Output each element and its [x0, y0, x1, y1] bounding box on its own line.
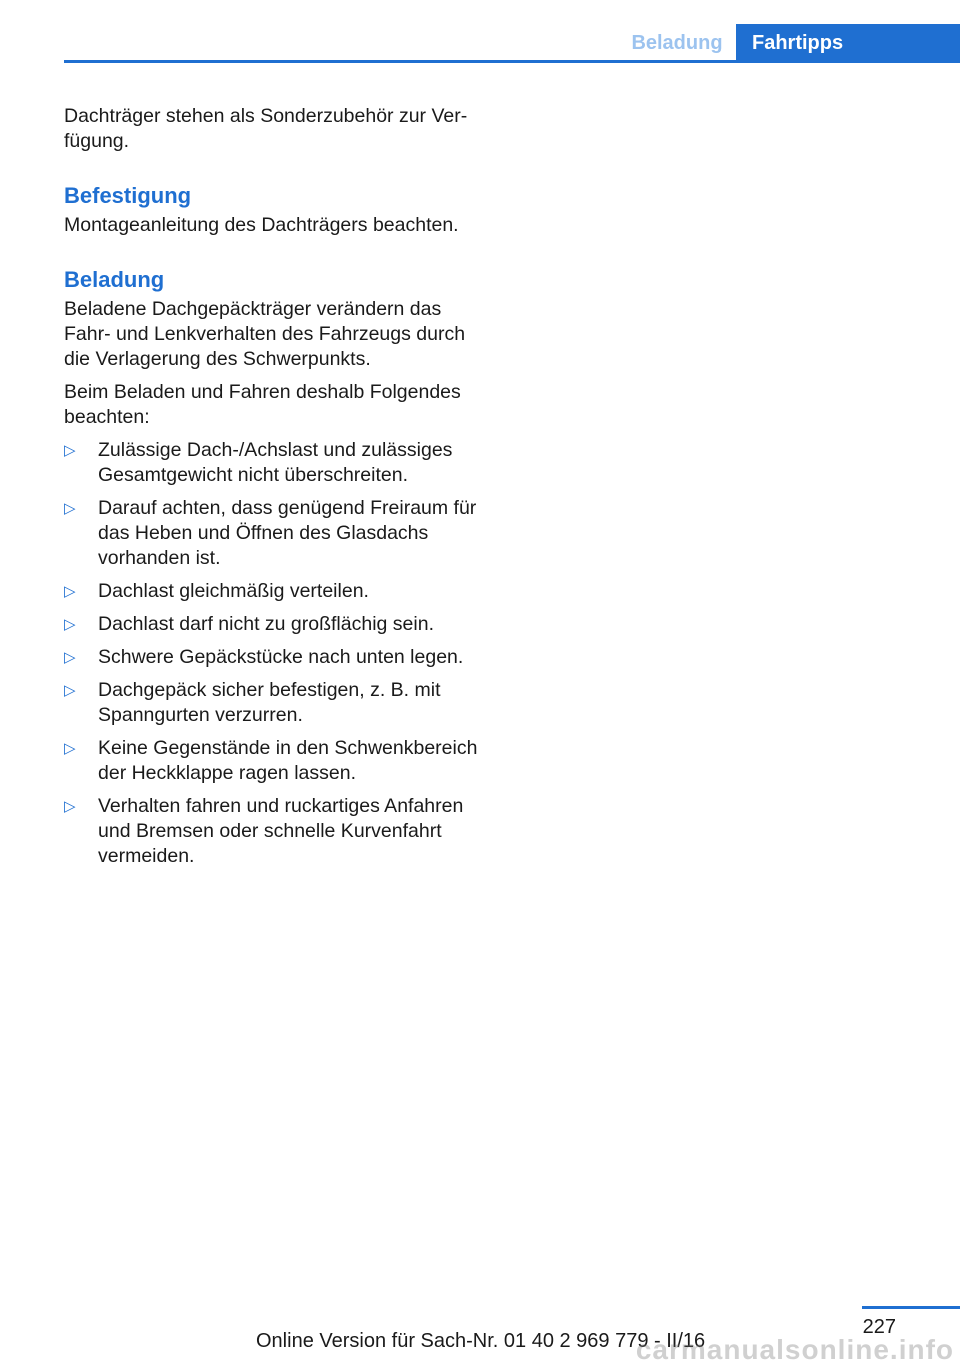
list-item-text: Dachgepäck sicher befestigen, z. B. mit Spanngurten verzurren.	[98, 679, 441, 726]
list-item-text: Dachlast darf nicht zu großflächig sein.	[98, 613, 434, 635]
list-item	[64, 794, 480, 869]
footer-version-text: Online Version für Sach-Nr. 01 40 2 969 779 - II/16	[256, 1330, 706, 1352]
header-section-label: Beladung	[631, 32, 723, 54]
list-item	[64, 438, 480, 488]
page-number: 227	[862, 1316, 896, 1338]
list-item-text: Zulässige Dach-/Achslast und zulässiges Gesamtgewicht nicht überschreiten.	[98, 439, 453, 486]
beladung-paragraph: Beladene Dachgepäckträger verändern das Fahr- und Lenkverhalten des Fahrzeugs durch die Verlagerung des Schwerpunkts.	[64, 298, 466, 370]
list-item-text: Verhalten fahren und ruckartiges Anfahren und Bremsen oder schnelle Kurvenfahrt vermeiden.	[98, 795, 464, 867]
list-item	[64, 645, 480, 670]
triangle-bullet-icon: ▷	[64, 682, 76, 699]
header-rule	[64, 60, 960, 63]
heading-beladung: Beladung	[64, 267, 165, 292]
list-item	[64, 678, 480, 728]
intro-paragraph: Dachträger stehen als Sonderzubehör zur Verfügung.	[64, 105, 468, 152]
triangle-bullet-icon: ▷	[64, 583, 76, 600]
triangle-bullet-icon: ▷	[64, 500, 76, 517]
triangle-bullet-icon: ▷	[64, 442, 76, 459]
list-item	[64, 496, 480, 571]
watermark: carmanualsonline.info	[635, 1334, 954, 1365]
heading-befestigung: Befestigung	[64, 183, 192, 208]
list-item	[64, 736, 480, 786]
triangle-bullet-icon: ▷	[64, 649, 76, 666]
list-item-text: Darauf achten, dass genügend Freiraum für das Heben und Öffnen des Glasdachs vorhanden ist.	[98, 497, 477, 569]
list-item-text: Schwere Gepäckstücke nach unten legen.	[98, 646, 464, 668]
list-item-text: Keine Gegenstände in den Schwenkbereich der Heckklappe ragen lassen.	[98, 737, 478, 784]
triangle-bullet-icon: ▷	[64, 798, 76, 815]
loading-rules-list	[64, 438, 480, 869]
triangle-bullet-icon: ▷	[64, 740, 76, 757]
beladung-instruction: Beim Beladen und Fahren deshalb Folgendes beachten:	[64, 381, 461, 428]
list-item	[64, 612, 480, 637]
list-item-text: Dachlast gleichmäßig verteilen.	[98, 580, 369, 602]
list-item	[64, 579, 480, 604]
page-content	[64, 104, 480, 877]
header-chapter-tab: Fahrtipps	[736, 24, 960, 62]
befestigung-paragraph: Montageanleitung des Dachträgers beachten.	[64, 214, 459, 236]
footer-rule	[862, 1306, 960, 1309]
triangle-bullet-icon: ▷	[64, 616, 76, 633]
